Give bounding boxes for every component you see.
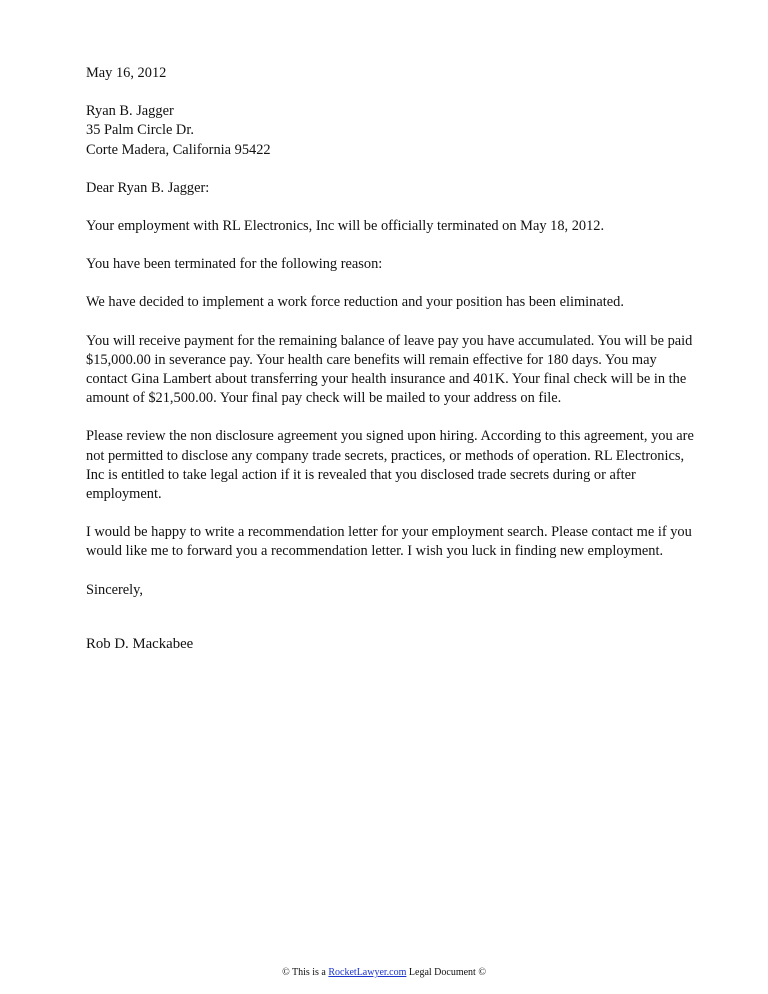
recipient-address-line2: Corte Madera, California 95422 <box>86 141 271 158</box>
letter-date: May 16, 2012 <box>86 65 167 81</box>
footer-prefix: © This is a <box>282 967 326 978</box>
paragraph-nda: Please review the non disclosure agreement you signed upon hiring. According to this agreement, you are not permitted to disclose any company trade secrets, practices, or methods of operation. RL Electronics, Inc is entitled to take legal action if it is revealed that you disclosed trade secrets during or after employment. <box>86 428 694 503</box>
paragraph-termination-date: Your employment with RL Electronics, Inc will be officially terminated on May 18, 2012. <box>86 218 605 235</box>
letter-body <box>86 64 696 673</box>
paragraph-recommendation: I would be happy to write a recommendation letter for your employment search. Please contact me if you would like me to forward you a recommendation letter. I wish you luck in finding new employment. <box>86 524 692 560</box>
recipient-address-block <box>86 102 696 160</box>
footer-suffix: Legal Document © <box>408 967 486 978</box>
recipient-name: Ryan B. Jagger <box>86 103 174 120</box>
paragraph-reason: We have decided to implement a work force reduction and your position has been eliminated. <box>86 294 624 311</box>
signature-name: Rob D. Mackabee <box>86 635 194 652</box>
rocketlawyer-link[interactable]: RocketLawyer.com <box>328 967 407 978</box>
closing: Sincerely, <box>86 581 144 598</box>
paragraph-reason-intro: You have been terminated for the following reason: <box>86 256 383 273</box>
paragraph-payment: You will receive payment for the remaining balance of leave pay you have accumulated. You will be paid $15,000.00 in severance pay. Your health care benefits will remain effective for 180 days. You may contact Gina Lambert about transferring your health insurance and 401K. Your final check will be in the amount of $21,500.00. Your final pay check will be mailed to your address on file. <box>86 332 693 407</box>
footer <box>0 966 768 980</box>
salutation: Dear Ryan B. Jagger: <box>86 179 210 196</box>
recipient-address-line1: 35 Palm Circle Dr. <box>86 122 194 139</box>
